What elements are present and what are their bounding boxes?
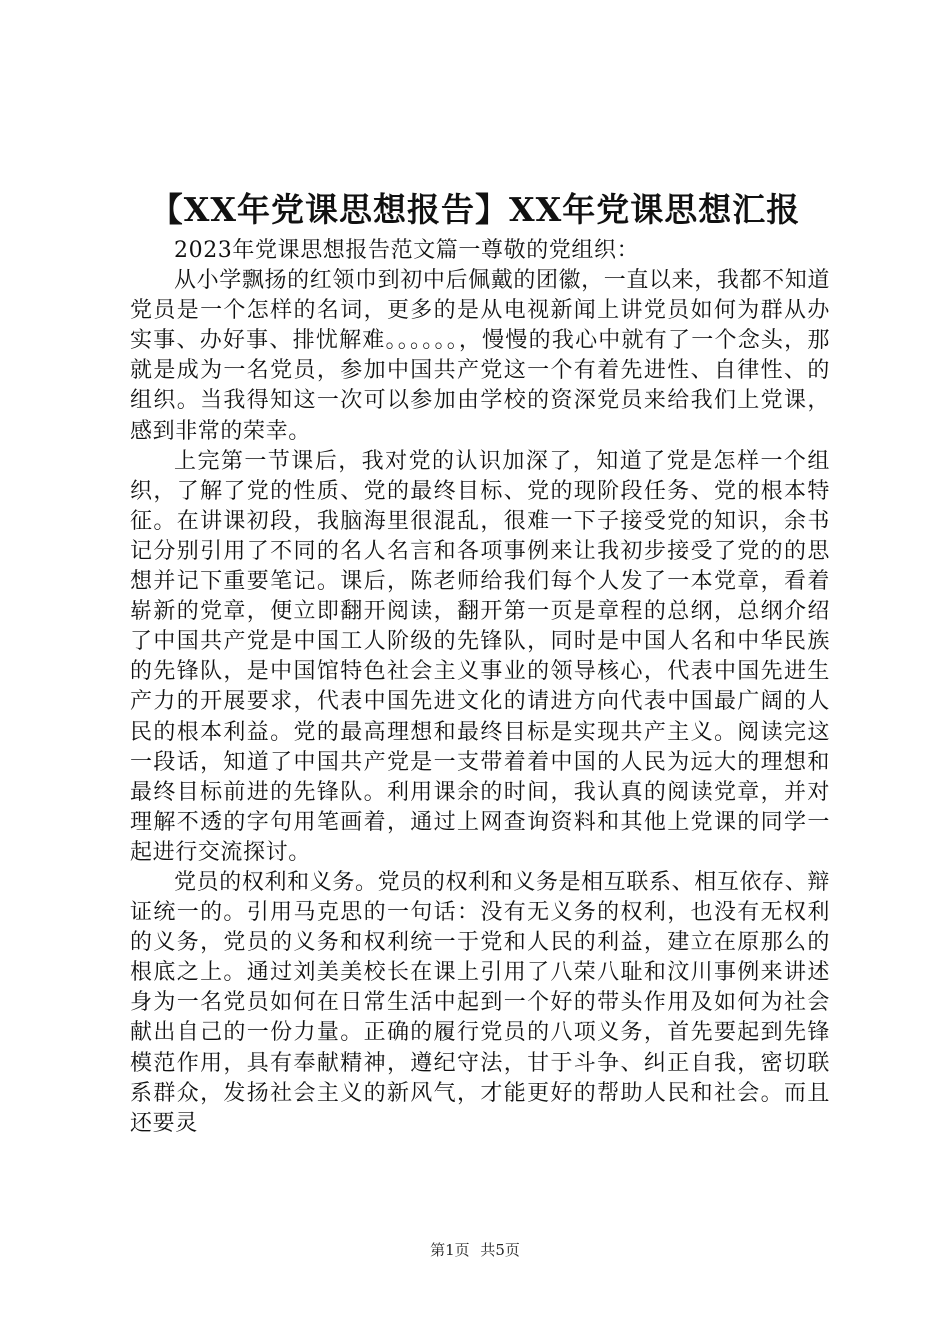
document-body [130, 236, 830, 1139]
page-number: 第1页 [430, 1241, 470, 1259]
page-footer [0, 1240, 950, 1260]
document-title: 【XX年党课思想报告】XX年党课思想汇报 [149, 190, 801, 229]
paragraph-2: 上完第一节课后，我对党的认识加深了，知道了党是怎样一个组织，了解了党的性质、党的最终目标、党的现阶段任务、党的根本特征。在讲课初段，我脑海里很混乱，很难一下子接受党的知识，余书记分别引用了不同的名人名言和各项事例来让我初步接受了党的的思想并记下重要笔记。课后，陈老师给我们每个人发了一本党章，看着崭新的党章，便立即翻开阅读，翻开第一页是章程的总纲，总纲介绍了中国共产党是中国工人阶级的先锋队，同时是中国人名和中华民族的先锋队，是中国馆特色社会主义事业的领导核心，代表中国先进生产力的开展要求，代表中国先进文化的请进方向代表中国最广阔的人民的根本利益。党的最高理想和最终目标是实现共产主义。阅读完这一段话，知道了中国共产党是一支带着着中国的人民为远大的理想和最终目标前进的先锋队。利用课余的时间，我认真的阅读党章，并对理解不透的字句用笔画着，通过上网查询资料和其他上党课的同学一起进行交流探讨。 [130, 448, 830, 865]
paragraph-1: 从小学飘扬的红领巾到初中后佩戴的团徽，一直以来，我都不知道党员是一个怎样的名词，更多的是从电视新闻上讲党员如何为群从办实事、办好事、排忧解难。。。。。。，慢慢的我心中就有了一个念头，那就是成为一名党员，参加中国共产党这一个有着先进性、自律性、的组织。当我得知这一次可以参加由学校的资深党员来给我们上党课，感到非常的荣幸。 [130, 268, 830, 444]
page-total: 共5页 [480, 1241, 520, 1259]
paragraph-salutation: 2023年党课思想报告范文篇一尊敬的党组织： [174, 238, 640, 263]
paragraph-3: 党员的权利和义务。党员的权利和义务是相互联系、相互依存、辩证统一的。引用马克思的一句话：没有无义务的权利，也没有无权利的义务，党员的义务和权利统一于党和人民的利益，建立在原那么的根底之上。通过刘美美校长在课上引用了八荣八耻和汶川事例来讲述身为一名党员如何在日常生活中起到一个好的带头作用及如何为社会献出自己的一份力量。正确的履行党员的八项义务，首先要起到先锋模范作用，具有奉献精神，遵纪守法，甘于斗争、纠正自我，密切联系群众，发扬社会主义的新风气，才能更好的帮助人民和社会。而且还要灵 [130, 869, 830, 1136]
